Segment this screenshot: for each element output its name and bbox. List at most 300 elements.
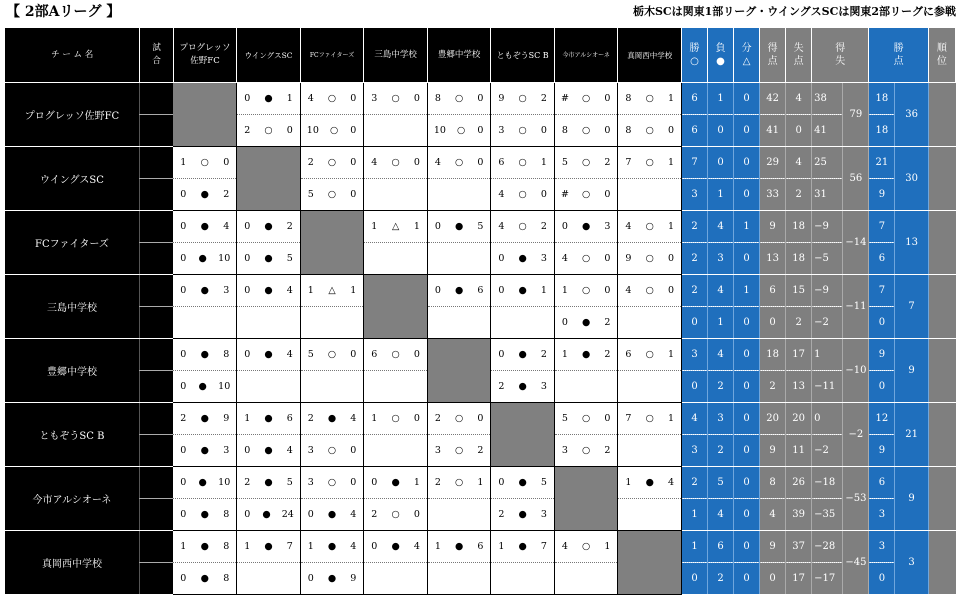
wins: 2	[681, 243, 707, 275]
losses: 2	[708, 435, 734, 467]
header-opponent: ウイングスSC	[237, 28, 301, 83]
result-mark: ○	[582, 93, 591, 104]
result-mark: ●	[518, 477, 527, 488]
match-result	[300, 115, 364, 147]
score: 9	[223, 413, 230, 424]
match-result	[300, 563, 364, 595]
score: 4	[561, 541, 568, 552]
draws: 0	[734, 563, 760, 595]
score: 0	[498, 477, 505, 488]
result-mark: ○	[582, 125, 591, 136]
losses: 1	[708, 83, 734, 115]
result-mark: ●	[582, 349, 591, 360]
league-title: 【 2部Aリーグ 】	[6, 4, 121, 20]
result-mark: ●	[518, 285, 527, 296]
match-score	[173, 349, 236, 360]
team-name: ウイングスSC	[5, 147, 140, 211]
score: 7	[625, 157, 632, 168]
score: 6	[286, 413, 293, 424]
draws: 0	[734, 307, 760, 339]
wins: 7	[681, 147, 707, 179]
match-score	[428, 541, 491, 552]
goal-diff: 31	[812, 179, 843, 211]
result-mark: ○	[327, 157, 337, 168]
games-cell	[140, 179, 173, 211]
goal-diff: 41	[812, 115, 843, 147]
match-score	[173, 221, 236, 232]
score: 1	[371, 221, 378, 232]
team-name: プログレッソ佐野FC	[5, 83, 140, 147]
score: 8	[223, 541, 230, 552]
wins: 3	[681, 339, 707, 371]
team-row	[5, 83, 956, 115]
match-score	[364, 349, 427, 360]
games-cell	[140, 147, 173, 179]
match-score	[173, 445, 236, 456]
team-row	[5, 435, 956, 467]
score: 0	[498, 253, 505, 264]
score: 9	[625, 253, 632, 264]
result-mark: ●	[518, 381, 527, 392]
score: 0	[307, 509, 314, 520]
score: 0	[477, 413, 484, 424]
goals-against: 11	[786, 435, 812, 467]
result-mark: ●	[327, 541, 337, 552]
score: 4	[307, 93, 314, 104]
match-result	[427, 211, 491, 243]
score: 0	[604, 253, 611, 264]
score: 5	[540, 477, 547, 488]
match-score	[173, 541, 236, 552]
match-score	[491, 349, 554, 360]
score: 0	[434, 285, 441, 296]
match-result	[554, 531, 618, 563]
match-result	[237, 467, 301, 499]
rank-cell	[928, 403, 955, 467]
match-result	[173, 403, 237, 435]
losses: 6	[708, 531, 734, 563]
result-mark: ●	[200, 573, 209, 584]
draws: 0	[734, 403, 760, 435]
games-cell	[140, 563, 173, 595]
losses: 2	[708, 563, 734, 595]
match-result	[618, 147, 682, 179]
match-score	[301, 285, 364, 296]
score: 3	[540, 381, 547, 392]
match-result	[173, 275, 237, 307]
match-score	[555, 349, 618, 360]
points-total: 36	[895, 83, 928, 147]
points: 21	[869, 147, 895, 179]
score: 1	[667, 93, 674, 104]
score: 9	[498, 93, 505, 104]
match-result	[300, 275, 364, 307]
match-result	[491, 275, 555, 307]
goals-against: 13	[786, 371, 812, 403]
goal-diff-total: −53	[843, 467, 869, 531]
losses: 1	[708, 307, 734, 339]
team-name: 三島中学校	[5, 275, 140, 339]
match-result	[173, 307, 237, 339]
goals-for: 9	[760, 435, 786, 467]
match-score	[301, 477, 364, 488]
match-score	[555, 317, 618, 328]
match-score	[364, 477, 427, 488]
score: 1	[350, 285, 357, 296]
score: 1	[625, 477, 632, 488]
match-result	[364, 531, 428, 563]
score: 4	[350, 509, 357, 520]
result-mark: ●	[454, 285, 464, 296]
result-mark: ●	[198, 477, 207, 488]
header-opponent: 今市アルシオーネ	[554, 28, 618, 83]
score: 0	[477, 125, 484, 136]
match-result	[364, 563, 428, 595]
match-result	[364, 339, 428, 371]
match-result	[554, 403, 618, 435]
header-loss: 負 ●	[708, 28, 734, 83]
points-total: 7	[895, 275, 928, 339]
match-result	[300, 499, 364, 531]
match-result	[427, 147, 491, 179]
score: 1	[561, 349, 568, 360]
goals-for: 41	[760, 115, 786, 147]
points: 6	[869, 467, 895, 499]
match-result	[618, 339, 682, 371]
match-score	[301, 157, 364, 168]
result-mark: ○	[327, 189, 337, 200]
match-score	[301, 413, 364, 424]
match-result	[491, 563, 555, 595]
match-result	[491, 147, 555, 179]
score: 0	[350, 349, 357, 360]
points-total: 3	[895, 531, 928, 595]
match-result	[173, 563, 237, 595]
score: 4	[286, 445, 293, 456]
score: 0	[413, 413, 420, 424]
wins: 4	[681, 403, 707, 435]
goals-for: 20	[760, 403, 786, 435]
score: 5	[561, 413, 568, 424]
header-opponent: プログレッソ 佐野FC	[173, 28, 237, 83]
score: 3	[434, 445, 441, 456]
result-mark: ○	[582, 285, 591, 296]
score: 3	[307, 445, 314, 456]
match-score	[555, 189, 618, 200]
header-opponent: 真岡西中学校	[618, 28, 682, 83]
draws: 0	[734, 339, 760, 371]
points: 7	[869, 211, 895, 243]
standings-table	[4, 27, 956, 595]
match-score	[237, 125, 300, 136]
games-cell	[140, 403, 173, 435]
goal-diff: −28	[812, 531, 843, 563]
points: 6	[869, 243, 895, 275]
match-result	[300, 147, 364, 179]
games-cell	[140, 531, 173, 563]
match-result	[491, 467, 555, 499]
score: 0	[307, 573, 314, 584]
result-mark: ●	[262, 509, 271, 520]
score: 0	[498, 285, 505, 296]
points: 18	[869, 115, 895, 147]
match-score	[364, 541, 427, 552]
match-score	[301, 189, 364, 200]
match-result	[173, 531, 237, 563]
draws: 0	[734, 499, 760, 531]
score: 1	[434, 541, 441, 552]
result-mark: ○	[264, 125, 273, 136]
score: 0	[350, 445, 357, 456]
team-name: 今市アルシオーネ	[5, 467, 140, 531]
match-score	[555, 541, 618, 552]
match-result	[364, 499, 428, 531]
score: 2	[498, 381, 505, 392]
draws: 0	[734, 435, 760, 467]
result-mark: ○	[645, 93, 654, 104]
score: 8	[625, 125, 632, 136]
match-score	[555, 93, 618, 104]
score: 1	[667, 413, 674, 424]
result-mark: ●	[518, 541, 527, 552]
goal-diff: −9	[812, 275, 843, 307]
match-result	[491, 339, 555, 371]
score: 0	[180, 349, 187, 360]
score: 4	[286, 349, 293, 360]
match-score	[618, 221, 681, 232]
games-cell	[140, 275, 173, 307]
draws: 1	[734, 275, 760, 307]
match-score	[173, 189, 236, 200]
match-score	[237, 349, 300, 360]
goals-against: 2	[786, 307, 812, 339]
score: 10	[218, 477, 231, 488]
match-score	[173, 157, 236, 168]
result-mark: ○	[582, 541, 591, 552]
match-result	[300, 467, 364, 499]
score: 7	[625, 413, 632, 424]
result-mark: ○	[582, 157, 591, 168]
match-result	[618, 435, 682, 467]
points-total: 21	[895, 403, 928, 467]
match-result	[173, 499, 237, 531]
score: 0	[667, 253, 674, 264]
result-mark: ●	[518, 509, 527, 520]
self-match-cell	[173, 83, 237, 147]
result-mark: ○	[518, 221, 527, 232]
result-mark: ●	[264, 541, 273, 552]
match-result	[364, 467, 428, 499]
score: 2	[371, 509, 378, 520]
score: 2	[540, 221, 547, 232]
header-opponent: 豊郷中学校	[427, 28, 491, 83]
match-score	[173, 285, 236, 296]
score: 5	[561, 157, 568, 168]
header-opponent: 三島中学校	[364, 28, 428, 83]
score: 4	[286, 285, 293, 296]
match-score	[364, 221, 427, 232]
result-mark: △	[328, 285, 336, 296]
result-mark: ●	[200, 509, 209, 520]
match-result	[237, 307, 301, 339]
score: 8	[223, 509, 230, 520]
goals-for: 42	[760, 83, 786, 115]
result-mark: ○	[329, 125, 339, 136]
match-result	[300, 179, 364, 211]
score: 1	[413, 477, 420, 488]
match-result	[427, 531, 491, 563]
result-mark: ○	[391, 93, 400, 104]
team-row	[5, 307, 956, 339]
result-mark: ○	[518, 157, 527, 168]
team-row	[5, 563, 956, 595]
goal-diff: −2	[812, 435, 843, 467]
score: 1	[244, 541, 251, 552]
score: 7	[286, 541, 293, 552]
match-result	[554, 275, 618, 307]
goals-against: 15	[786, 275, 812, 307]
match-score	[173, 477, 236, 488]
self-match-cell	[237, 147, 301, 211]
match-score	[618, 93, 681, 104]
score: 2	[540, 349, 547, 360]
score: 1	[477, 477, 484, 488]
team-row	[5, 275, 956, 307]
league-note: 栃木SCは関東1部リーグ・ウイングスSCは関東2部リーグに参戦	[632, 5, 956, 18]
score: 1	[307, 285, 314, 296]
losses: 0	[708, 147, 734, 179]
match-result	[427, 499, 491, 531]
header-games: 試 合	[140, 28, 173, 83]
team-row	[5, 403, 956, 435]
score: 0	[371, 541, 378, 552]
match-score	[301, 349, 364, 360]
match-result	[173, 211, 237, 243]
score: 0	[244, 93, 251, 104]
match-result	[237, 531, 301, 563]
score: 6	[371, 349, 378, 360]
score: 0	[350, 189, 357, 200]
wins: 1	[681, 499, 707, 531]
wins: 2	[681, 211, 707, 243]
points: 9	[869, 435, 895, 467]
points-total: 9	[895, 339, 928, 403]
goals-against: 17	[786, 339, 812, 371]
points: 0	[869, 371, 895, 403]
match-result	[491, 179, 555, 211]
match-score	[491, 477, 554, 488]
goals-against: 4	[786, 83, 812, 115]
goals-against: 17	[786, 563, 812, 595]
score: 6	[477, 541, 484, 552]
match-result	[300, 83, 364, 115]
goals-against: 26	[786, 467, 812, 499]
score: 0	[350, 125, 357, 136]
match-score	[237, 253, 300, 264]
result-mark: ○	[454, 157, 464, 168]
games-cell	[140, 83, 173, 115]
result-mark: ●	[264, 285, 273, 296]
losses: 3	[708, 403, 734, 435]
header-opponent: FCファイターズ	[300, 28, 364, 83]
match-score	[618, 477, 681, 488]
goal-diff: −18	[812, 467, 843, 499]
match-result	[300, 307, 364, 339]
result-mark: ●	[198, 381, 207, 392]
match-score	[555, 125, 618, 136]
match-score	[364, 509, 427, 520]
match-score	[237, 509, 300, 520]
match-score	[237, 413, 300, 424]
match-result	[364, 371, 428, 403]
match-result	[427, 403, 491, 435]
score: 2	[180, 413, 187, 424]
self-match-cell	[427, 339, 491, 403]
score: 0	[180, 253, 187, 264]
score: 4	[223, 221, 230, 232]
score: 10	[218, 381, 231, 392]
score: 1	[413, 221, 420, 232]
goals-for: 29	[760, 147, 786, 179]
wins: 6	[681, 83, 707, 115]
match-score	[428, 477, 491, 488]
score: 2	[286, 221, 293, 232]
result-mark: ●	[327, 413, 337, 424]
match-result	[173, 243, 237, 275]
games-cell	[140, 435, 173, 467]
points-total: 13	[895, 211, 928, 275]
draws: 0	[734, 83, 760, 115]
match-score	[618, 157, 681, 168]
match-score	[237, 285, 300, 296]
result-mark: ○	[454, 413, 464, 424]
result-mark: ○	[327, 93, 337, 104]
losses: 2	[708, 371, 734, 403]
score: 0	[540, 125, 547, 136]
wins: 3	[681, 435, 707, 467]
points: 7	[869, 275, 895, 307]
losses: 4	[708, 499, 734, 531]
match-score	[491, 285, 554, 296]
match-result	[237, 339, 301, 371]
score: 8	[434, 93, 441, 104]
match-result	[554, 371, 618, 403]
goals-for: 9	[760, 211, 786, 243]
score: 1	[540, 157, 547, 168]
match-result	[173, 147, 237, 179]
result-mark: ○	[645, 221, 654, 232]
result-mark: ●	[391, 541, 400, 552]
match-score	[364, 413, 427, 424]
result-mark: ○	[391, 157, 400, 168]
score: #	[560, 189, 569, 200]
score: 2	[477, 445, 484, 456]
points: 3	[869, 499, 895, 531]
match-score	[491, 189, 554, 200]
rank-cell	[928, 147, 955, 211]
match-result	[427, 115, 491, 147]
games-cell	[140, 499, 173, 531]
header-rank: 順 位	[928, 28, 955, 83]
match-result	[237, 115, 301, 147]
match-result	[237, 211, 301, 243]
score: 4	[350, 413, 357, 424]
score: 10	[433, 125, 446, 136]
goal-diff-total: −2	[843, 403, 869, 467]
games-cell	[140, 467, 173, 499]
goal-diff: 25	[812, 147, 843, 179]
result-mark: ●	[391, 477, 400, 488]
